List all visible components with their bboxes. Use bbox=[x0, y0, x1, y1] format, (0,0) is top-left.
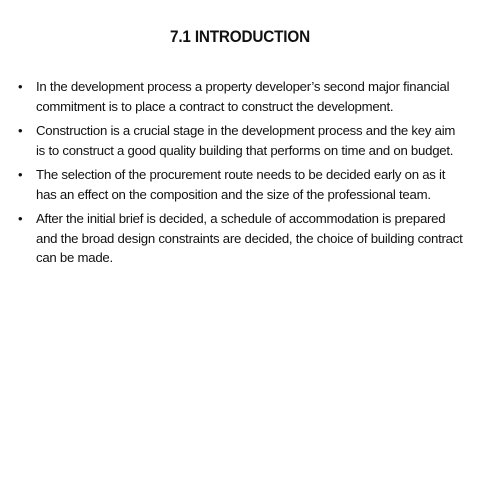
bullet-icon: • bbox=[18, 167, 23, 182]
bullet-icon: • bbox=[18, 123, 23, 138]
bullet-text: In the development process a property developer’s second major financial commitment is to place a contract to construct the development. bbox=[36, 79, 450, 114]
bullet-text: Construction is a crucial stage in the development process and the key aim is to construct a good quality building that performs on time and on budget. bbox=[36, 123, 456, 158]
bullet-list bbox=[18, 77, 466, 273]
bullet-item bbox=[18, 121, 466, 160]
bullet-item bbox=[18, 165, 466, 204]
bullet-text: The selection of the procurement route needs to be decided early on as it has an effect on the composition and the size of the professional team. bbox=[36, 167, 446, 202]
slide-title: 7.1 INTRODUCTION bbox=[170, 27, 310, 46]
bullet-icon: • bbox=[18, 211, 23, 226]
bullet-item bbox=[18, 77, 466, 116]
bullet-text: After the initial brief is decided, a schedule of accommodation is prepared and the broad design constraints are decided, the choice of building contract can be made. bbox=[36, 211, 463, 265]
bullet-item bbox=[18, 209, 466, 268]
bullet-icon: • bbox=[18, 79, 23, 94]
